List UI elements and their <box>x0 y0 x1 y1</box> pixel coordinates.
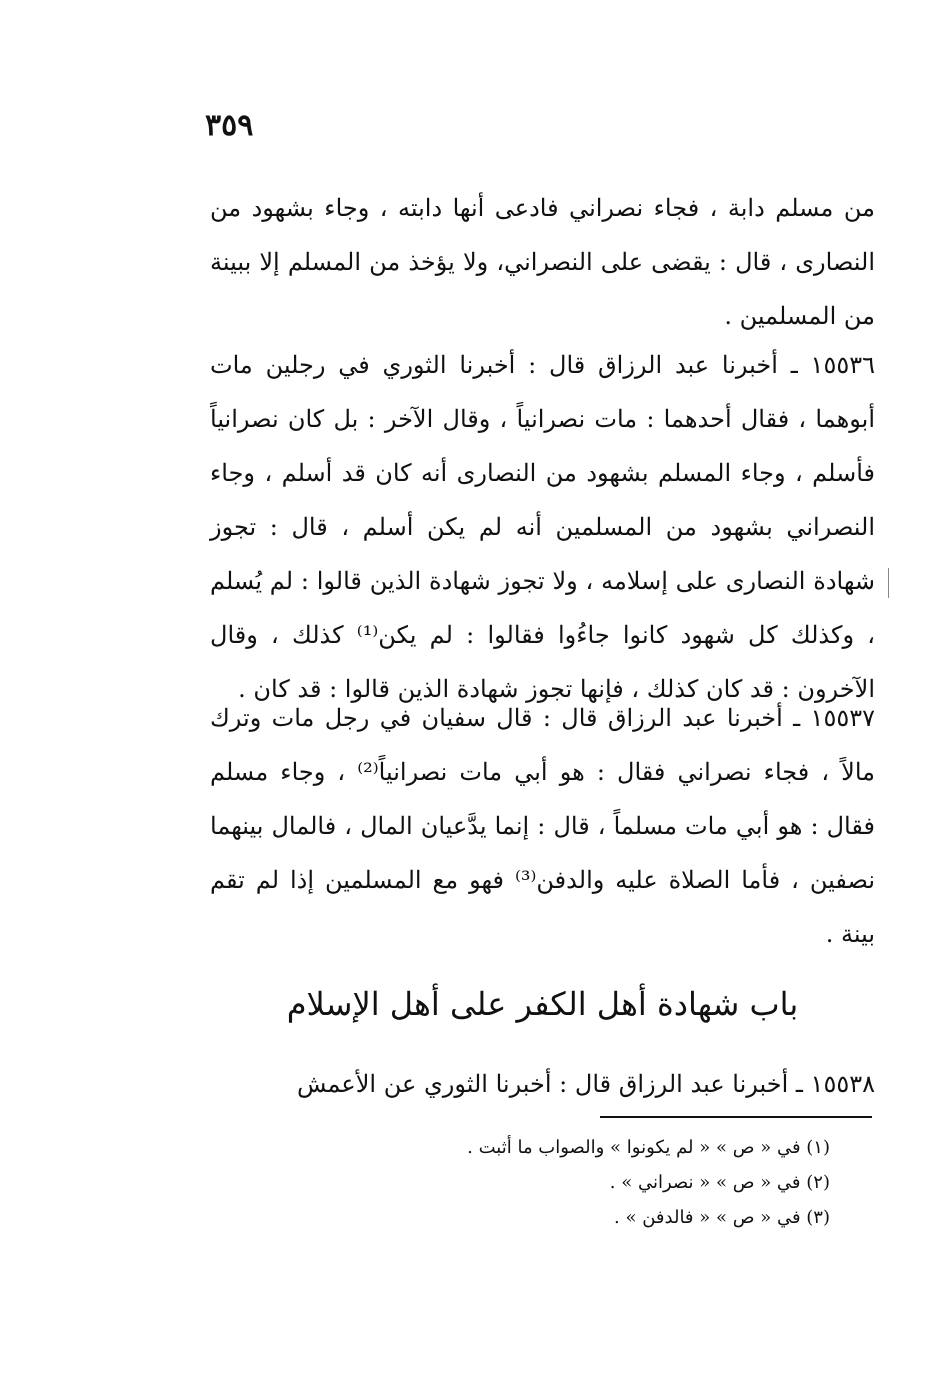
footnote-divider <box>600 1116 872 1118</box>
chapter-title: باب شهادة أهل الكفر على أهل الإسلام <box>286 985 799 1023</box>
paragraph-15538: ١٥٥٣٨ ـ أخبرنا عبد الرزاق قال : أخبرنا الثوري عن الأعمش <box>296 1070 875 1098</box>
paragraph-continuation: من مسلم دابة ، فجاء نصراني فادعى أنها دابته ، وجاء بشهود من النصارى ، قال : يقضى على النصراني، ولا يؤخذ من المسلم إلا ببينة من المسلمين . <box>210 194 875 330</box>
paragraph-15537: ١٥٥٣٧ ـ أخبرنا عبد الرزاق قال : قال سفيان في رجل مات وترك مالاً ، فجاء نصراني فقال : هو أبي مات نصرانياً⁽²⁾ ، وجاء مسلم فقال : هو أبي مات مسلماً ، قال : إنما يدَّعيان المال ، فالمال بينهما نصفين ، فأما الصلاة عليه والدفن⁽³⁾ فهو مع المسلمين إذا لم تقم بينة . <box>210 704 876 948</box>
footnote-3: (٣) في « ص » « فالدفن » . <box>614 1207 830 1228</box>
footnotes <box>380 1130 830 1235</box>
margin-mark <box>888 568 889 598</box>
paragraph-15536: ١٥٥٣٦ ـ أخبرنا عبد الرزاق قال : أخبرنا الثوري في رجلين مات أبوهما ، فقال أحدهما : مات نصرانياً ، وقال الآخر : بل كان نصرانياً فأسلم ، وجاء المسلم بشهود من النصارى أنه كان قد أسلم ، وجاء النصراني بشهود من المسلمين أنه لم يكن أسلم ، قال : تجوز شهادة النصارى على إسلامه ، ولا تجوز شهادة الذين قالوا : لم يُسلم ، وكذلك كل شهود كانوا جاءُوا فقالوا : لم يكن⁽¹⁾ كذلك ، وقال الآخرون : قد كان كذلك ، فإنها تجوز شهادة الذين قالوا : قد كان . <box>210 351 875 703</box>
footnote-1: (١) في « ص » « لم يكونوا » والصواب ما أثبت . <box>467 1137 830 1158</box>
page-number: ٣٥٩ <box>205 108 254 143</box>
footnote-2: (٢) في « ص » « نصراني » . <box>609 1172 830 1193</box>
